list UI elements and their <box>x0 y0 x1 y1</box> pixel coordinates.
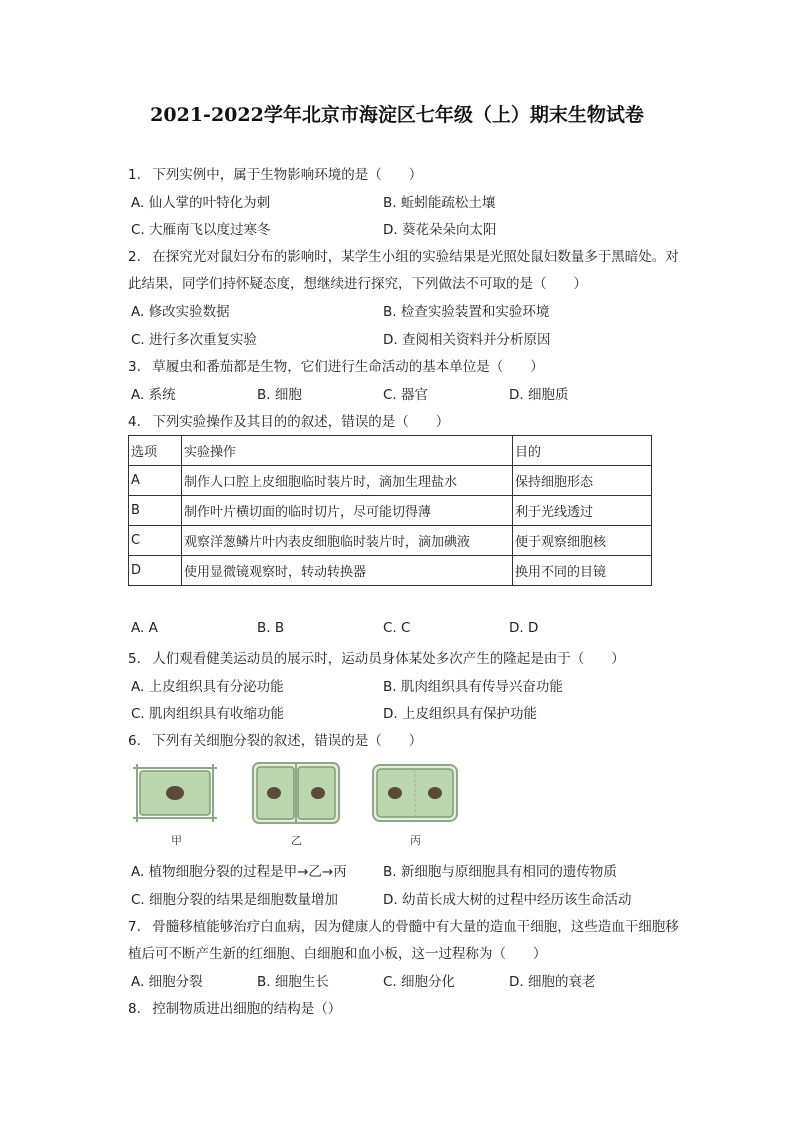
table-row <box>129 496 652 526</box>
question-5-stem <box>128 647 625 667</box>
question-number: 4. <box>128 414 141 430</box>
question-3-stem <box>128 355 544 375</box>
q7-option-b: B. 细胞生长 <box>257 974 329 990</box>
question-7-stem <box>128 915 679 935</box>
question-text: 在探究光对鼠妇分布的影响时，某学生小组的实验结果是光照处鼠妇数量多于黑暗处。对 <box>152 249 679 265</box>
question-8-stem <box>128 997 341 1017</box>
q6-option-a: A. 植物细胞分裂的过程是甲→乙→丙 <box>131 864 347 880</box>
question-text: 下列有关细胞分裂的叙述，错误的是（ ） <box>152 733 423 749</box>
q5-option-b: B. 肌肉组织具有传导兴奋功能 <box>383 679 563 695</box>
question-number: 2. <box>128 249 141 265</box>
q1-option-b: B. 蚯蚓能疏松土壤 <box>383 195 496 211</box>
table-cell: 制作人口腔上皮细胞临时装片时，滴加生理盐水 <box>182 466 513 496</box>
table-header-cell: 选项 <box>129 436 182 466</box>
q2-option-d: D. 查阅相关资料并分析原因 <box>383 332 551 348</box>
table-cell: 利于光线透过 <box>513 496 652 526</box>
cell-figure-jia <box>133 764 217 822</box>
table-header-row <box>129 436 652 466</box>
table-cell: 换用不同的目镜 <box>513 556 652 586</box>
question-number: 8. <box>128 1001 141 1017</box>
q6-option-c: C. 细胞分裂的结果是细胞数量增加 <box>131 892 339 908</box>
q4-option-b: B. B <box>257 620 285 636</box>
table-row <box>129 466 652 496</box>
question-text: 下列实例中，属于生物影响环境的是（ ） <box>152 167 423 183</box>
q5-option-d: D. 上皮组织具有保护功能 <box>383 706 537 722</box>
q5-option-c: C. 肌肉组织具有收缩功能 <box>131 706 285 722</box>
q3-option-b: B. 细胞 <box>257 387 302 403</box>
q5-option-a: A. 上皮组织具有分泌功能 <box>131 679 284 695</box>
figure-label-bing: 丙 <box>410 834 421 847</box>
question-2-stem <box>128 245 679 265</box>
question-text: 人们观看健美运动员的展示时，运动员身体某处多次产生的隆起是由于（ ） <box>152 651 625 667</box>
q4-option-d: D. D <box>509 620 539 636</box>
question-4-stem <box>128 410 449 430</box>
page-title: 2021-2022学年北京市海淀区七年级（上）期末生物试卷 <box>150 104 644 126</box>
question-1-stem <box>128 163 422 183</box>
q7-option-d: D. 细胞的衰老 <box>509 974 596 990</box>
question-text: 草履虫和番茄都是生物，它们进行生命活动的基本单位是（ ） <box>152 359 544 375</box>
q2-option-a: A. 修改实验数据 <box>131 304 230 320</box>
question-6-stem <box>128 729 422 749</box>
table-cell: 观察洋葱鳞片叶内表皮细胞临时装片时，滴加碘液 <box>182 526 513 556</box>
q2-option-b: B. 检查实验装置和实验环境 <box>383 304 550 320</box>
q7-option-a: A. 细胞分裂 <box>131 974 203 990</box>
table-header-cell: 实验操作 <box>182 436 513 466</box>
table-header-cell: 目的 <box>513 436 652 466</box>
nucleus <box>311 787 325 799</box>
q3-option-d: D. 细胞质 <box>509 387 569 403</box>
q2-option-c: C. 进行多次重复实验 <box>131 332 258 348</box>
q6-option-b: B. 新细胞与原细胞具有相同的遗传物质 <box>383 864 617 880</box>
question-number: 7. <box>128 919 141 935</box>
q3-option-a: A. 系统 <box>131 387 176 403</box>
nucleus <box>388 787 402 799</box>
table-cell: 使用显微镜观察时，转动转换器 <box>182 556 513 586</box>
nucleus <box>267 787 281 799</box>
question-2-stem-continued: 此结果，同学们持怀疑态度，想继续进行探究，下列做法不可取的是（ ） <box>128 276 587 292</box>
nucleus <box>428 787 442 799</box>
figure-label-yi: 乙 <box>291 834 302 847</box>
q6-option-d: D. 幼苗长成大树的过程中经历该生命活动 <box>383 892 632 908</box>
cell-figure-bing <box>370 762 460 824</box>
table-cell: B <box>129 496 182 526</box>
figure-label-jia: 甲 <box>171 834 182 847</box>
table-cell: 便于观察细胞核 <box>513 526 652 556</box>
cell-figure-yi <box>250 760 342 826</box>
q7-option-c: C. 细胞分化 <box>383 974 456 990</box>
table-cell: 保持细胞形态 <box>513 466 652 496</box>
nucleus <box>166 786 184 800</box>
q1-option-d: D. 葵花朵朵向太阳 <box>383 222 497 238</box>
table-cell: D <box>129 556 182 586</box>
table-cell: C <box>129 526 182 556</box>
question-text: 骨髓移植能够治疗白血病，因为健康人的骨髓中有大量的造血干细胞，这些造血干细胞移 <box>152 919 679 935</box>
question-text: 下列实验操作及其目的的叙述，错误的是（ ） <box>152 414 450 430</box>
question-7-stem-continued: 植后可不断产生新的红细胞、白细胞和血小板，这一过程称为（ ） <box>128 946 547 962</box>
q4-option-a: A. A <box>131 620 158 636</box>
table-cell: A <box>129 466 182 496</box>
question-text: 控制物质进出细胞的结构是（） <box>152 1001 342 1017</box>
q1-option-c: C. 大雁南飞以度过寒冬 <box>131 222 271 238</box>
q3-option-c: C. 器官 <box>383 387 429 403</box>
question-number: 5. <box>128 651 141 667</box>
table-cell: 制作叶片横切面的临时切片，尽可能切得薄 <box>182 496 513 526</box>
q4-option-c: C. C <box>383 620 411 636</box>
question-number: 1. <box>128 167 141 183</box>
question-number: 3. <box>128 359 141 375</box>
table-row <box>129 526 652 556</box>
q1-option-a: A. 仙人掌的叶特化为刺 <box>131 195 271 211</box>
table-row <box>129 556 652 586</box>
question-number: 6. <box>128 733 141 749</box>
experiment-table <box>128 435 652 586</box>
